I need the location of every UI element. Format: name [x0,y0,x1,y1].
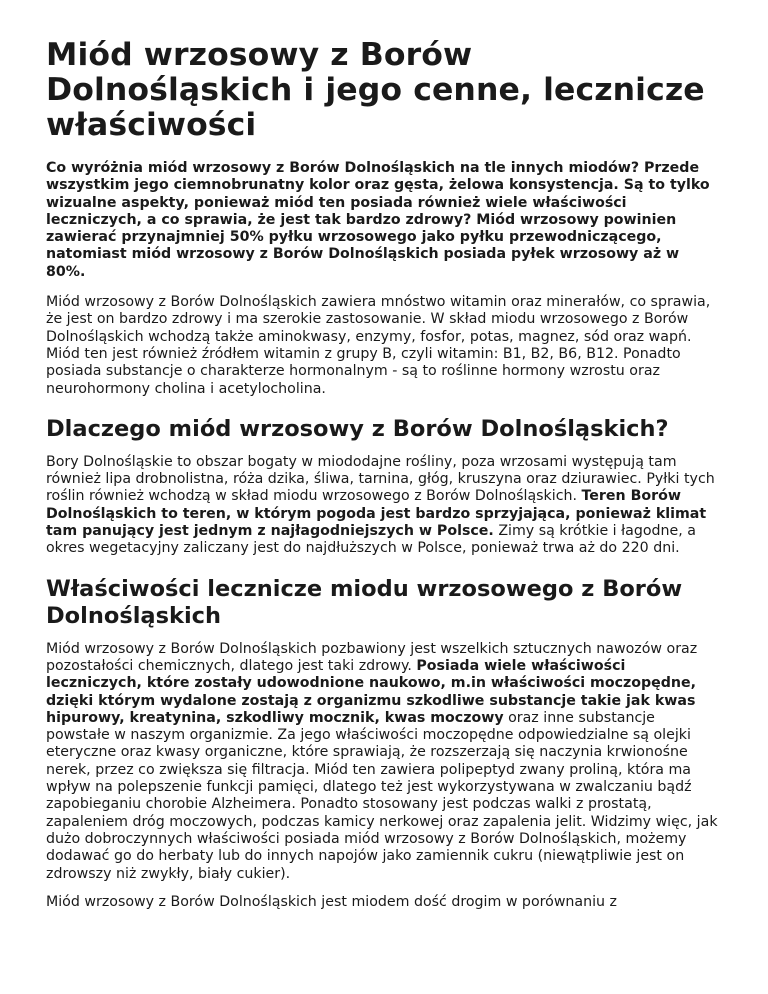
section-properties-text-bold: Posiada wiele właściwości leczniczych, które zostały udowodnione naukowo, m.in właściwości moczopędne, dzięki którym wydalone zostają z organizmu szkodliwe substancje takie jak kwas hipurowy, kreatynina, szkodliwy mocznik, kwas moczowy [46,657,697,726]
section-why-text-bold: Teren Borów Dolnośląskich to teren, w którym pogoda jest bardzo sprzyjająca, ponieważ klimat tam panujący jest jednym z najłagodniejszych w Polsce. [46,488,707,540]
lead-paragraph: Co wyróżnia miód wrzosowy z Borów Dolnośląskich na tle innych miodów? Przede wszystkim jego ciemnobrunatny kolor oraz gęsta, żelowa konsystencja. Są to tylko wizualne aspekty, ponieważ miód ten posiada również wiele właściwości leczniczych, a co sprawia, że jest tak bardzo zdrowy? Miód wrzosowy powinien zawierać przynajmniej 50% pyłku wrzosowego jako pyłku przewodniczącego, natomiast miód wrzosowy z Borów Dolnośląskich posiada pyłek wrzosowy aż w 80%. [46,160,710,280]
section-why-text-start: Bory Dolnośląskie to obszar bogaty w miododajne rośliny, poza wrzosami występują tam również lipa drobnolistna, róża dzika, śliwa, tarnina, głóg, kruszyna oraz dziurawiec. Pyłki tych roślin również wchodzą w skład miodu wrzosowego z Borów Dolnośląskich. [46,453,715,505]
intro-paragraph: Miód wrzosowy z Borów Dolnośląskich zawiera mnóstwo witamin oraz minerałów, co sprawia, że jest on bardzo zdrowy i ma szerokie zastosowanie. W skład miodu wrzosowego z Borów Dolnośląskich wchodzą także aminokwasy, enzymy, fosfor, potas, magnez, sód oraz wapń. Miód ten jest również źródłem witamin z grupy B, czyli witamin: B1, B2, B6, B12. Ponadto posiada substancje o charakterze hormonalnym - są to roślinne hormony wzrostu oraz neurohormony cholina i acetylocholina. [46,294,711,397]
section-properties-paragraph [46,641,722,883]
section-why-text-end: Zimy są krótkie i łagodne, a okres wegetacyjny zaliczany jest do najdłuższych w Polsce, ponieważ trwa aż do 220 dni. [46,523,696,557]
section-properties-text-end: oraz inne substancje powstałe w naszym organizmie. Za jego właściwości moczopędne odpowiedzialne są olejki eteryczne oraz kwasy organiczne, które sprawiają, że rozszerzają się naczynia krwionośne nerek, przez co zwiększa się filtracja. Miód ten zawiera polipeptyd zwany proliną, która ma wpływ na polepszenie funkcji pamięci, dlatego też jest wykorzystywana w zwalczaniu bądź zapobieganiu chorobie Alzheimera. Ponadto stosowany jest podczas walki z prostatą, zapaleniem dróg moczowych, podczas kamicy nerkowej oraz zapalenia jelit. Widzimy więc, jak dużo dobroczynnych właściwości posiada miód wrzosowy z Borów Dolnośląskich, możemy dodawać go do herbaty lub do innych napojów jako zamiennik cukru (niewątpliwie jest on zdrowszy niż zwykły, biały cukier). [46,709,718,882]
section-heading-properties: Właściwości lecznicze miodu wrzosowego z Borów Dolnośląskich [46,575,683,629]
section-properties-text-start: Miód wrzosowy z Borów Dolnośląskich pozbawiony jest wszelkich sztucznych nawozów oraz pozostałości chemicznych, dlatego jest taki zdrowy. [46,640,698,674]
section-heading-why: Dlaczego miód wrzosowy z Borów Dolnośląskich? [46,415,669,442]
section-why-paragraph [46,454,722,558]
article-title: Miód wrzosowy z Borów Dolnośląskich i jego cenne, lecznicze właściwości [46,37,705,143]
last-paragraph: Miód wrzosowy z Borów Dolnośląskich jest miodem dość drogim w porównaniu z [46,893,617,910]
